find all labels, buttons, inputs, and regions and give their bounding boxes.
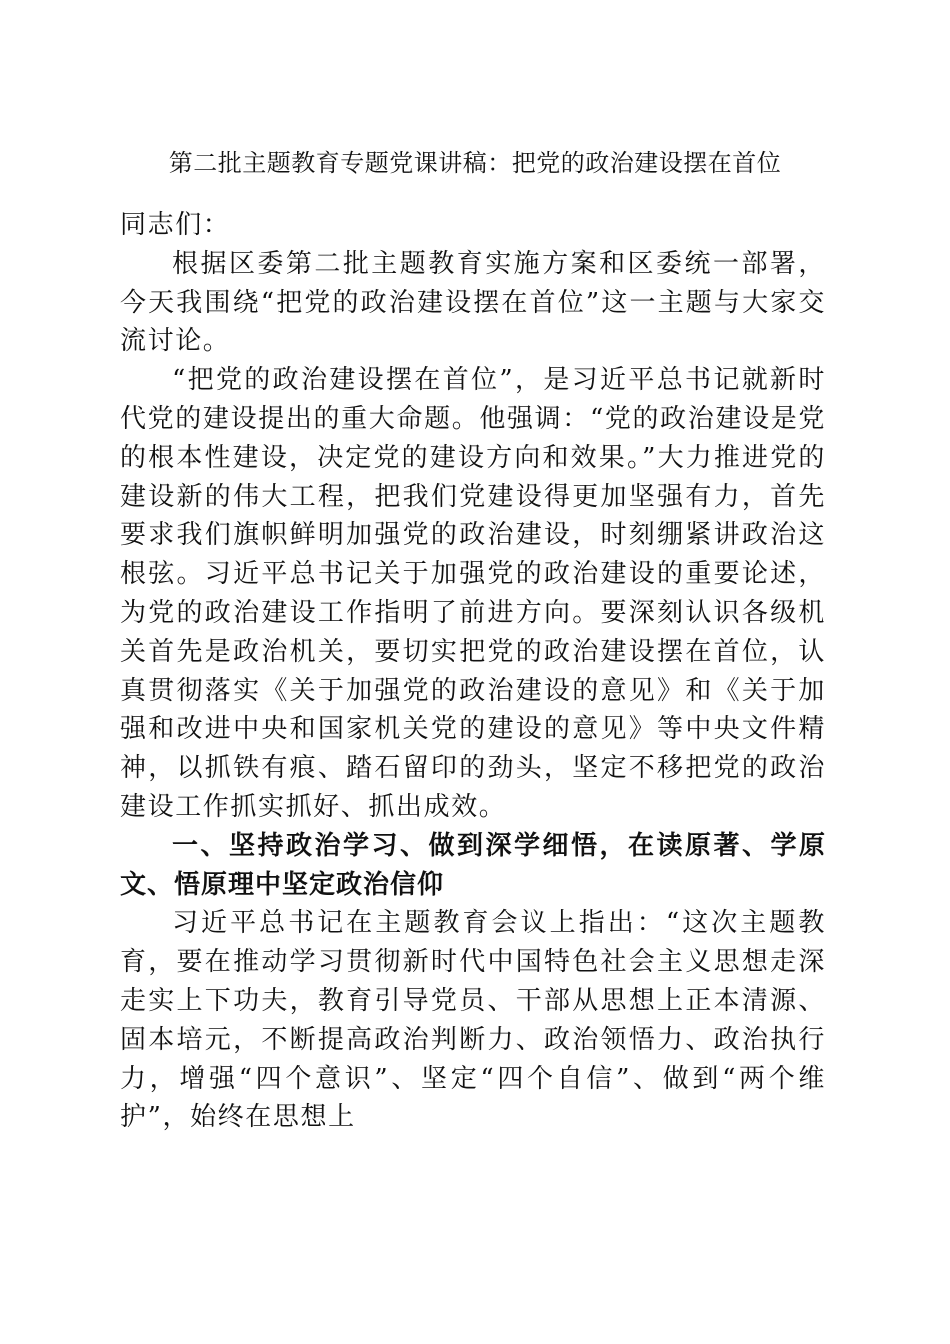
body-paragraph: “把党的政治建设摆在首位”，是习近平总书记就新时代党的建设提出的重大命题。他强调：“党的政治建设是党的根本性建设，决定党的建设方向和效果。”大力推进党的建设新的伟大工程，把我们党建设得更加坚强有力，首先要求我们旗帜鲜明加强党的政治建设，时刻绷紧讲政治这根弦。习近平总书记关于加强党的政治建设的重要论述，为党的政治建设工作指明了前进方向。要深刻认识各级机关首先是政治机关，要切实把党的政治建设摆在首位，认真贯彻落实《关于加强党的政治建设的意见》和《关于加强和改进中央和国家机关党的建设的意见》等中央文件精神，以抓铁有痕、踏石留印的劲头，坚定不移把党的政治建设工作抓实抓好、抓出成效。 [120, 365, 826, 822]
section-paragraph: 习近平总书记在主题教育会议上指出：“这次主题教育，要在推动学习贯彻新时代中国特色社会主义思想走深走实上下功夫，教育引导党员、干部从思想上正本清源、固本培元，不断提高政治判断力、政治领悟力、政治执行力，增强“四个意识”、坚定“四个自信”、做到“两个维护”，始终在思想上 [120, 908, 826, 1133]
intro-paragraph: 根据区委第二批主题教育实施方案和区委统一部署，今天我围绕“把党的政治建设摆在首位”这一主题与大家交流讨论。 [120, 248, 826, 357]
salutation: 同志们： [120, 210, 231, 240]
section-heading: 一、坚持政治学习、做到深学细悟，在读原著、学原文、悟原理中坚定政治信仰 [120, 830, 826, 900]
document-body [120, 206, 826, 1137]
document-title: 第二批主题教育专题党课讲稿：把党的政治建设摆在首位 [168, 149, 782, 177]
